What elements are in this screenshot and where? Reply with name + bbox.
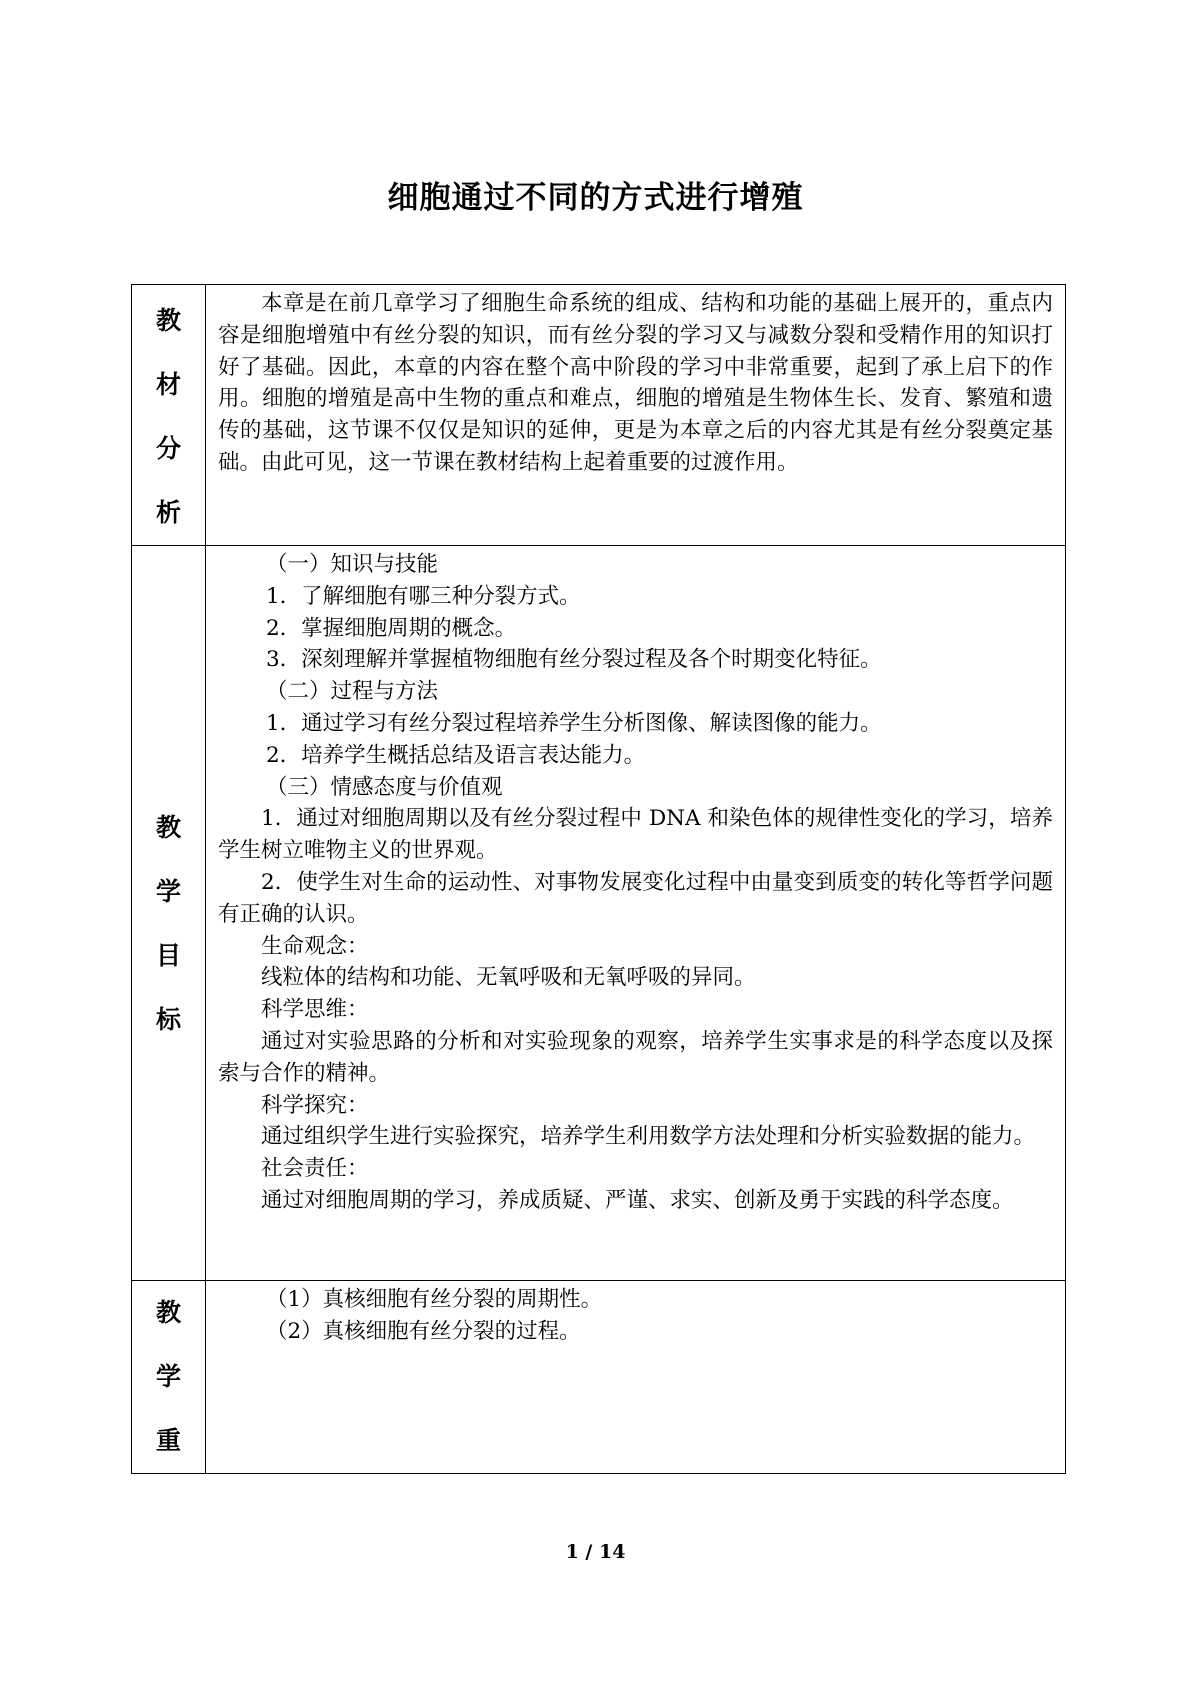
document-title: 细胞通过不同的方式进行增殖 bbox=[387, 180, 804, 216]
row-label-teaching-focus bbox=[132, 1281, 205, 1473]
label-char: 目 bbox=[155, 941, 181, 970]
label-char: 教 bbox=[155, 306, 181, 335]
objective-item: 1．了解细胞有哪三种分裂方式。 bbox=[266, 583, 581, 609]
objective-item: 2．使学生对生命的运动性、对事物发展变化过程中由量变到质变的转化等哲学问题有正确的认识。 bbox=[218, 869, 1053, 927]
objective-heading: （一）知识与技能 bbox=[266, 552, 439, 577]
label-char: 材 bbox=[155, 370, 181, 399]
label-char: 教 bbox=[155, 1298, 181, 1327]
focus-item: （2）真核细胞有丝分裂的过程。 bbox=[266, 1318, 581, 1344]
label-char: 教 bbox=[155, 813, 181, 842]
row-label-cell bbox=[132, 546, 206, 1281]
literacy-text: 线粒体的结构和功能、无氧呼吸和无氧呼吸的异同。 bbox=[261, 965, 756, 991]
lesson-plan-table bbox=[131, 284, 1066, 1474]
row-label-cell bbox=[132, 285, 206, 546]
literacy-heading: 生命观念： bbox=[261, 933, 369, 959]
row-label-cell bbox=[132, 1281, 206, 1474]
content-cell-teaching-focus bbox=[206, 1281, 1066, 1474]
label-char: 析 bbox=[155, 498, 181, 527]
table-row-teaching-focus bbox=[132, 1281, 1066, 1474]
focus-item: （1）真核细胞有丝分裂的周期性。 bbox=[266, 1287, 603, 1312]
label-char: 学 bbox=[155, 877, 181, 906]
objective-item: 1．通过对细胞周期以及有丝分裂过程中 DNA 和染色体的规律性变化的学习，培养学生树立唯物主义的世界观。 bbox=[218, 806, 1053, 864]
objective-item: 2．掌握细胞周期的概念。 bbox=[266, 615, 517, 641]
objective-item: 1．通过学习有丝分裂过程培养学生分析图像、解读图像的能力。 bbox=[266, 710, 882, 736]
literacy-heading: 社会责任： bbox=[261, 1156, 369, 1182]
table-row-teaching-objectives bbox=[132, 546, 1066, 1281]
objective-item: 3．深刻理解并掌握植物细胞有丝分裂过程及各个时期变化特征。 bbox=[266, 647, 882, 673]
literacy-text: 通过组织学生进行实验探究，培养学生利用数学方法处理和分析实验数据的能力。 bbox=[261, 1124, 1036, 1150]
objective-heading: （三）情感态度与价值观 bbox=[266, 774, 503, 800]
content-cell-teaching-objectives bbox=[206, 546, 1066, 1281]
objective-heading: （二）过程与方法 bbox=[266, 679, 439, 705]
content-cell-textbook-analysis bbox=[206, 285, 1066, 546]
label-char: 分 bbox=[155, 434, 181, 463]
label-char: 标 bbox=[155, 1005, 181, 1034]
table-row-textbook-analysis bbox=[132, 285, 1066, 546]
page-number: 1 / 14 bbox=[565, 1541, 626, 1563]
literacy-heading: 科学探究： bbox=[261, 1092, 369, 1118]
objective-item: 2．培养学生概括总结及语言表达能力。 bbox=[266, 742, 646, 768]
literacy-text: 通过对细胞周期的学习，养成质疑、严谨、求实、创新及勇于实践的科学态度。 bbox=[261, 1187, 1014, 1213]
label-char: 重 bbox=[155, 1426, 181, 1455]
label-char: 学 bbox=[155, 1362, 181, 1391]
row-label-textbook-analysis bbox=[132, 285, 205, 545]
literacy-text: 通过对实验思路的分析和对实验现象的观察，培养学生实事求是的科学态度以及探索与合作的精神。 bbox=[218, 1028, 1053, 1086]
literacy-heading: 科学思维： bbox=[261, 997, 369, 1023]
analysis-paragraph: 本章是在前几章学习了细胞生命系统的组成、结构和功能的基础上展开的，重点内容是细胞增殖中有丝分裂的知识，而有丝分裂的学习又与减数分裂和受精作用的知识打好了基础。因此，本章的内容在整个高中阶段的学习中非常重要，起到了承上启下的作用。细胞的增殖是高中生物的重点和难点，细胞的增殖是生物体生长、发育、繁殖和遗传的基础，这节课不仅仅是知识的延伸，更是为本章之后的内容尤其是有丝分裂奠定基础。由此可见，这一节课在教材结构上起着重要的过渡作用。 bbox=[218, 291, 1053, 475]
row-label-teaching-objectives bbox=[132, 546, 205, 1052]
